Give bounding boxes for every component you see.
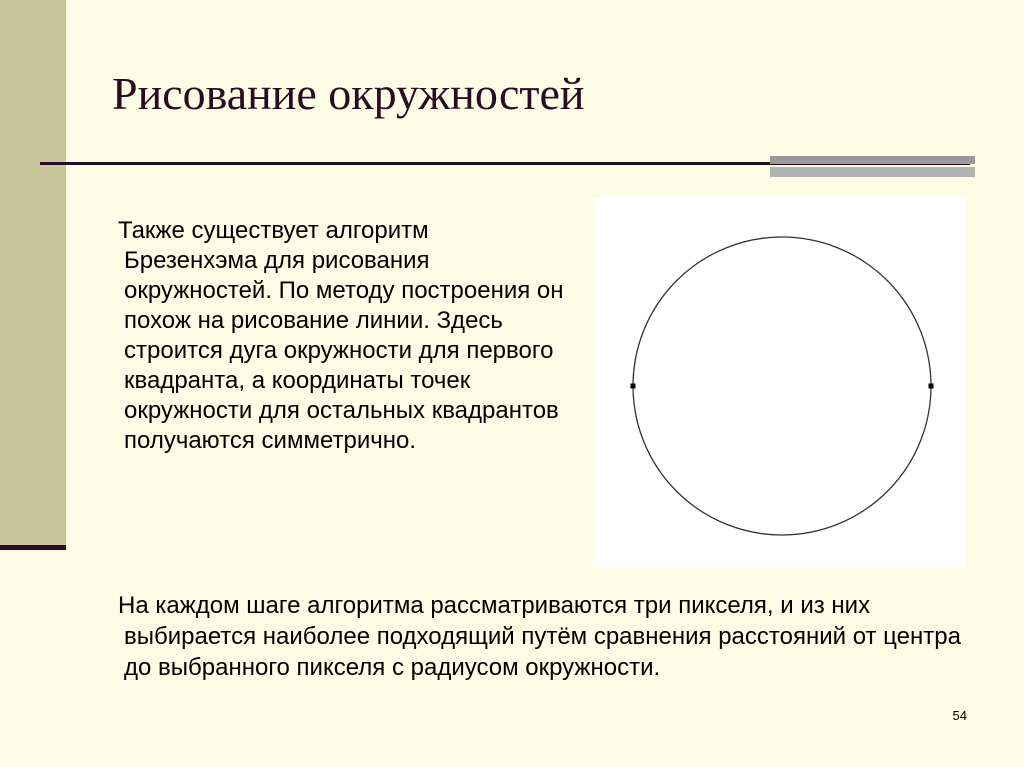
circle-outline <box>633 237 931 535</box>
accent-bar <box>770 156 975 164</box>
left-decorative-band <box>0 0 66 545</box>
slide-title: Рисование окружностей <box>112 68 585 119</box>
circle-figure <box>593 198 965 568</box>
accent-bar-lower <box>770 167 975 177</box>
circle-illustration <box>593 198 965 568</box>
paragraph-bresenham-intro: Также существует алгоритм Брезенхэма для рисования окружностей. По методу построения он похож на рисование линии. Здесь строится дуга окружности для первого квадранта, а координаты точек окружности для остальных квадрантов получаются симметрично. <box>118 217 564 454</box>
left-band-underline <box>0 545 66 550</box>
paragraph-algorithm-step: На каждом шаге алгоритма рассматриваются три пикселя, и из них выбирается наиболее подходящий путём сравнения расстояний от центра до выбранного пикселя с радиусом окружности. <box>118 592 961 681</box>
marker-left <box>631 384 636 389</box>
page-number: 54 <box>952 708 967 723</box>
marker-right <box>929 384 934 389</box>
